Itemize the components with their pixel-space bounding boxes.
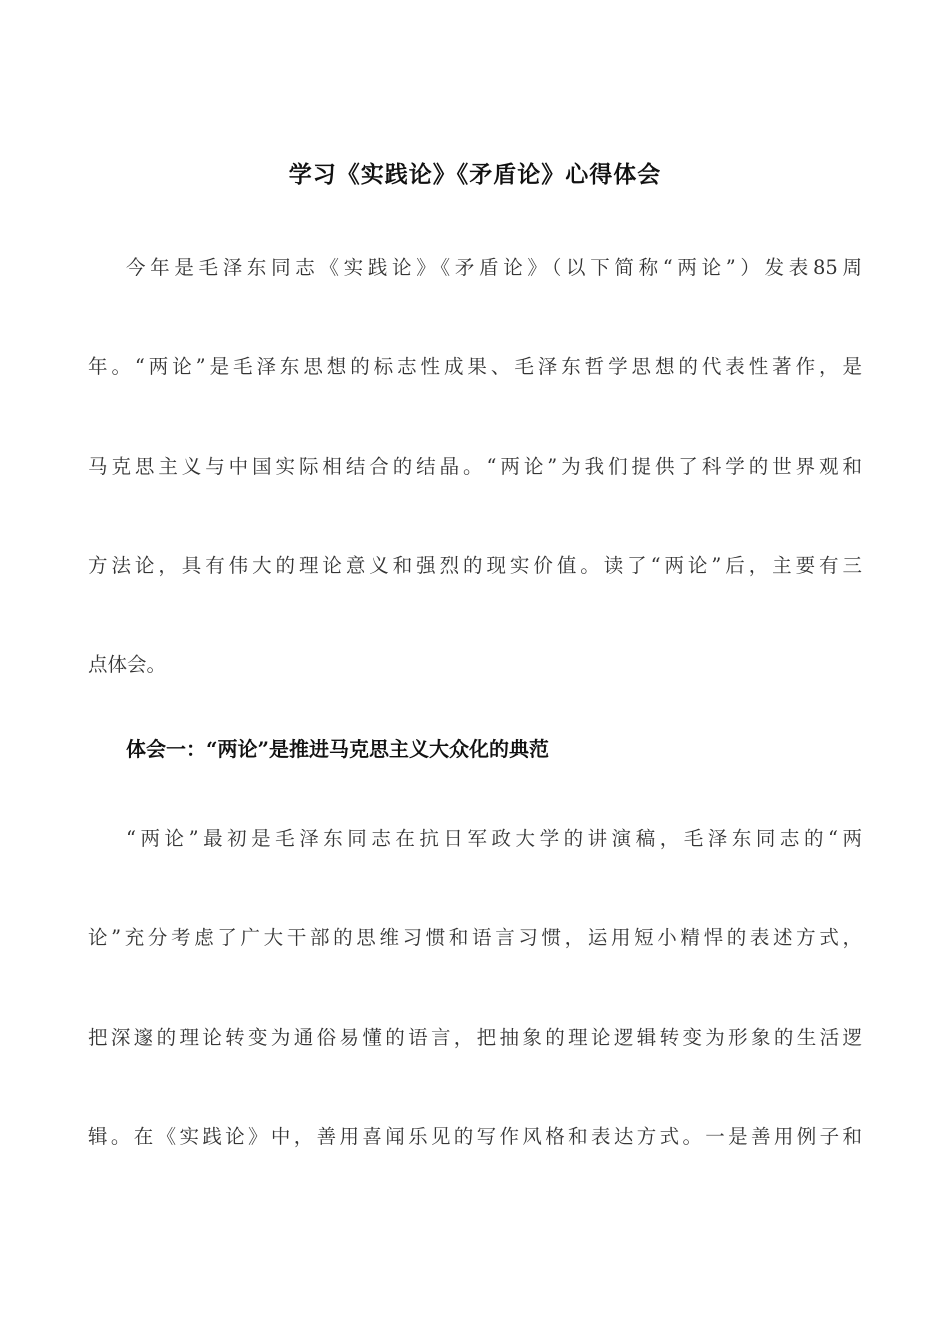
section1-line-3: 把深邃的理论转变为通俗易懂的语言，把抽象的理论逻辑转变为形象的生活逻 [88, 1026, 862, 1049]
section1-line-4: 辑。在《实践论》中，善用喜闻乐见的写作风格和表达方式。一是善用例子和 [88, 1125, 862, 1148]
section1-line-1: “两论”最初是毛泽东同志在抗日军政大学的讲演稿，毛泽东同志的“两 [126, 827, 862, 850]
paragraph1-line-2: 年。“两论”是毛泽东思想的标志性成果、毛泽东哲学思想的代表性著作，是 [88, 355, 862, 378]
paragraph1-line-3: 马克思主义与中国实际相结合的结晶。“两论”为我们提供了科学的世界观和 [88, 455, 862, 478]
paragraph1-line-1: 今年是毛泽东同志《实践论》《矛盾论》（以下简称“两论”）发表85周 [126, 256, 862, 279]
paragraph1-line-5: 点体会。 [88, 653, 167, 676]
document-title: 学习《实践论》《矛盾论》心得体会 [288, 161, 662, 188]
section1-line-2: 论”充分考虑了广大干部的思维习惯和语言习惯，运用短小精悍的表述方式， [88, 926, 862, 949]
paragraph1-line-4: 方法论，具有伟大的理论意义和强烈的现实价值。读了“两论”后，主要有三 [88, 554, 862, 577]
section1-heading: 体会一：“两论”是推进马克思主义大众化的典范 [126, 737, 550, 761]
